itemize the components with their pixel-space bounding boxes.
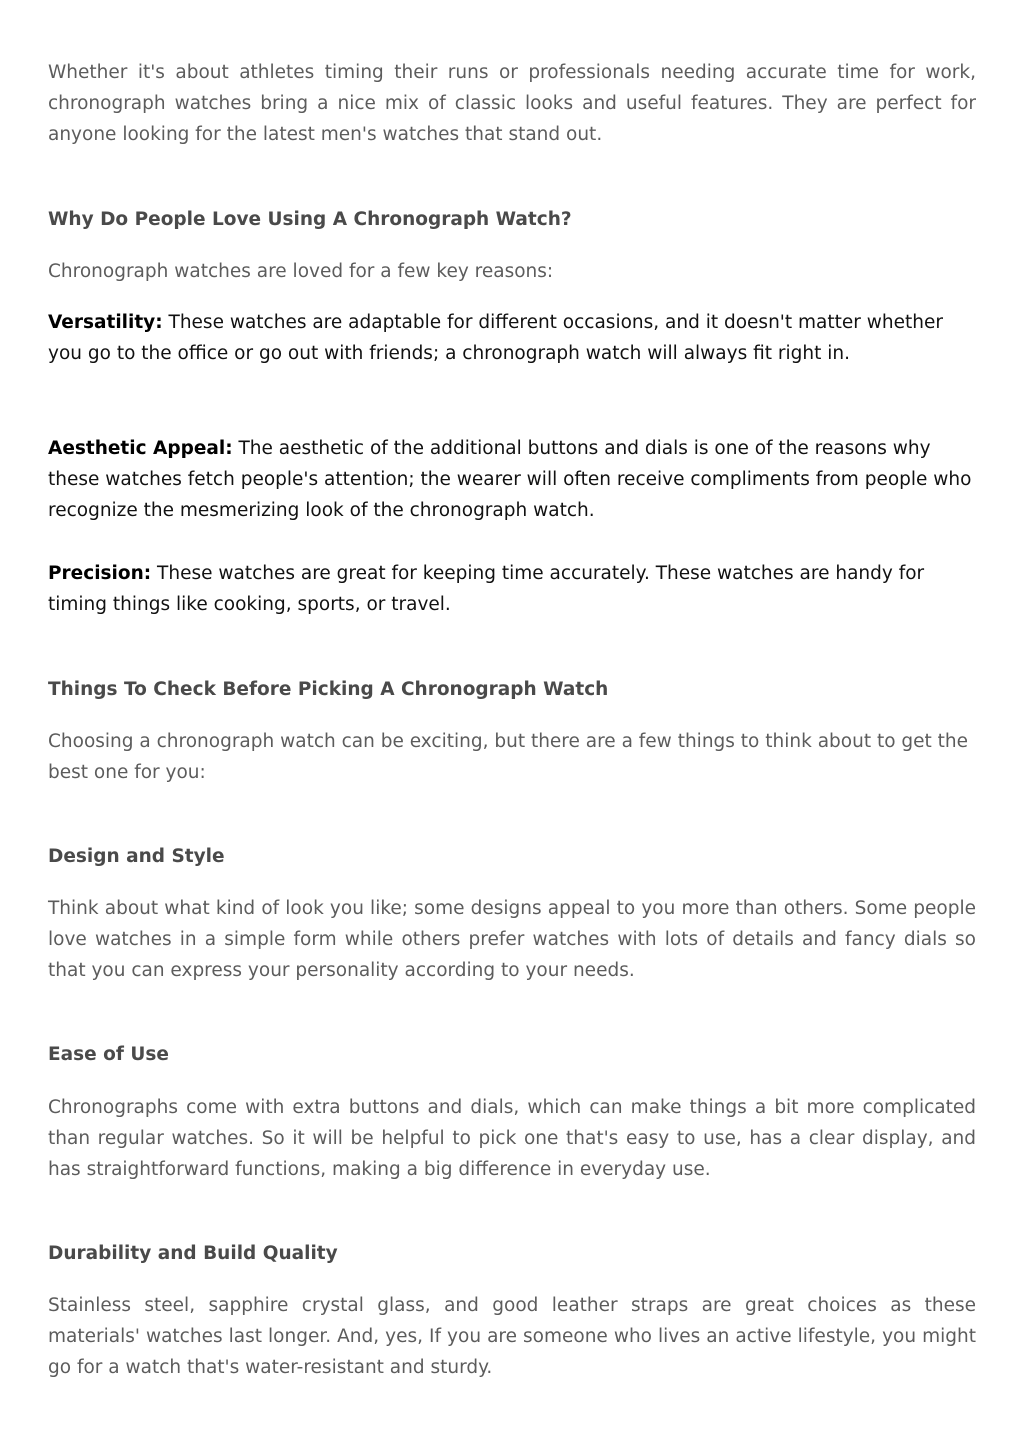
why-lead: Chronograph watches are loved for a few key reasons: [48, 261, 554, 282]
check-lead: Choosing a chronograph watch can be exciting, but there are a few things to think about to get the best one for you: [48, 731, 969, 783]
reason-versatility [48, 307, 976, 369]
intro-paragraph: Whether it's about athletes timing their runs or professionals needing accurate time for work, chronograph watches bring a nice mix of classic looks and useful features. They are perfect for anyone looking for the latest men's watches that stand out. [48, 62, 976, 145]
reason-text: The aesthetic of the additional buttons and dials is one of the reasons why these watches fetch people's attention; the wearer will often receive compliments from people who recognize the mesmerizing look of the chronograph watch. [48, 438, 972, 521]
reason-term: Precision: [48, 563, 152, 584]
ease-heading: Ease of Use [48, 1044, 169, 1065]
why-heading: Why Do People Love Using A Chronograph Watch? [48, 209, 572, 230]
reason-term: Aesthetic Appeal: [48, 438, 233, 459]
reason-precision [48, 558, 976, 620]
durability-heading: Durability and Build Quality [48, 1243, 338, 1264]
reason-text: These watches are great for keeping time accurately. These watches are handy for timing things like cooking, sports, or travel. [48, 563, 925, 615]
check-heading: Things To Check Before Picking A Chronograph Watch [48, 679, 609, 700]
durability-paragraph: Stainless steel, sapphire crystal glass, and good leather straps are great choices as these materials' watches last longer. And, yes, If you are someone who lives an active lifestyle, you might go for a watch that's water-resistant and sturdy. [48, 1295, 976, 1378]
ease-paragraph: Chronographs come with extra buttons and dials, which can make things a bit more complicated than regular watches. So it will be helpful to pick one that's easy to use, has a clear display, and has straightforward functions, making a big difference in everyday use. [48, 1097, 976, 1180]
reason-aesthetic [48, 433, 976, 526]
reason-term: Versatility: [48, 312, 163, 333]
design-paragraph: Think about what kind of look you like; some designs appeal to you more than others. Some people love watches in a simple form while others prefer watches with lots of details and fancy dials so that you can express your personality according to your needs. [48, 898, 976, 981]
design-heading: Design and Style [48, 846, 225, 867]
reason-text: These watches are adaptable for different occasions, and it doesn't matter whether you go to the office or go out with friends; a chronograph watch will always fit right in. [48, 312, 943, 364]
